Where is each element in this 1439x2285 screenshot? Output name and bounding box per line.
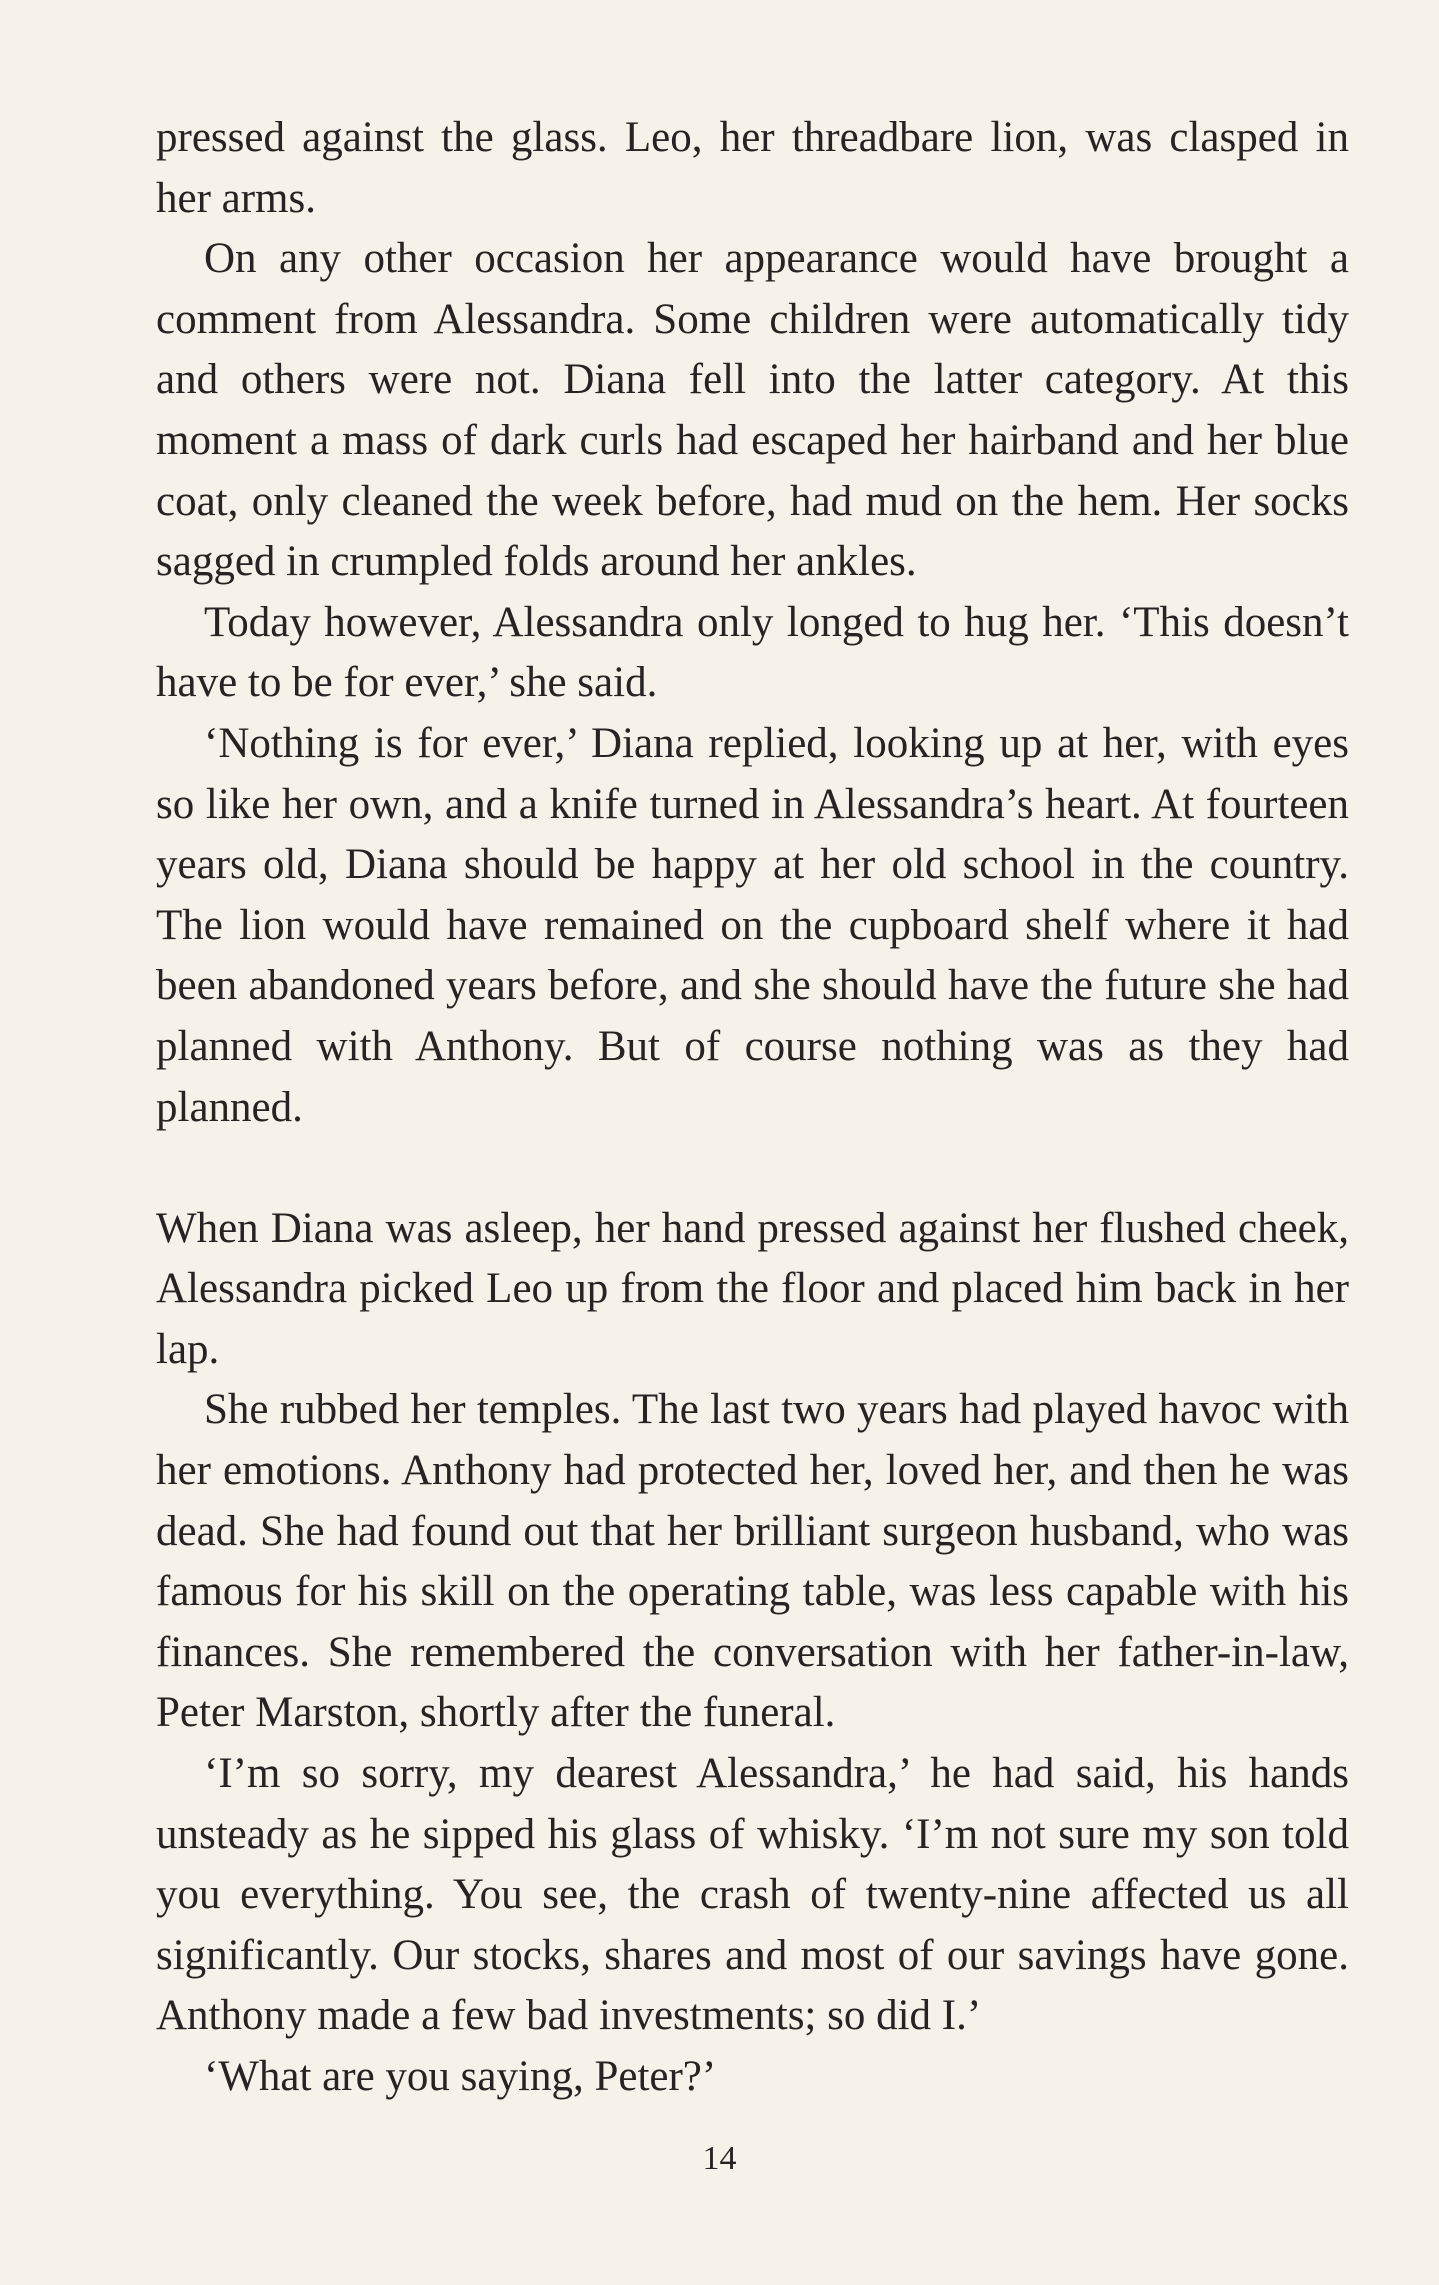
paragraph-4: ‘Nothing is for ever,’ Diana replied, looking up at her, with eyes so like her own, and a knife turned in Alessandra’s heart. At fourteen years old, Diana should be happy at her old school in the country. The lion would have remained on the cupboard shelf where it had been abandoned years before, and she should have the future she had planned with Anthony. But of course nothing was as they had planned. xyxy=(156,719,1349,1131)
paragraph-5: When Diana was asleep, her hand pressed against her flushed cheek, Alessandra picked Leo up from the floor and placed him back in her lap. xyxy=(156,1204,1349,1373)
body-text xyxy=(156,108,1349,2108)
paragraph-3: Today however, Alessandra only longed to hug her. ‘This doesn’t have to be for ever,’ she said. xyxy=(156,598,1349,707)
paragraph-1: pressed against the glass. Leo, her threadbare lion, was clasped in her arms. xyxy=(156,114,1349,222)
paragraph-6: She rubbed her temples. The last two years had played havoc with her emotions. Anthony had protected her, loved her, and then he was dead. She had found out that her brilliant surgeon husband, who was famous for his skill on the operating table, was less capable with his finances. She remembered the conversation with her father-in-law, Peter Marston, shortly after the funeral. xyxy=(156,1386,1349,1737)
paragraph-8: ‘What are you saying, Peter?’ xyxy=(204,2053,717,2100)
paragraph-7: ‘I’m so sorry, my dearest Alessandra,’ he had said, his hands unsteady as he sipped his glass of whisky. ‘I’m not sure my son told you everything. You see, the crash of twenty-nine affected us all significantly. Our stocks, shares and most of our savings have gone. Anthony made a few bad investments; so did I.’ xyxy=(156,1750,1349,2040)
paragraph-2: On any other occasion her appearance would have brought a comment from Alessandra. Some children were automatically tidy and others were not. Diana fell into the latter category. At this moment a mass of dark curls had escaped her hairband and her blue coat, only cleaned the week before, had mud on the hem. Her socks sagged in crumpled folds around her ankles. xyxy=(156,235,1349,586)
page-number: 14 xyxy=(702,2140,737,2177)
